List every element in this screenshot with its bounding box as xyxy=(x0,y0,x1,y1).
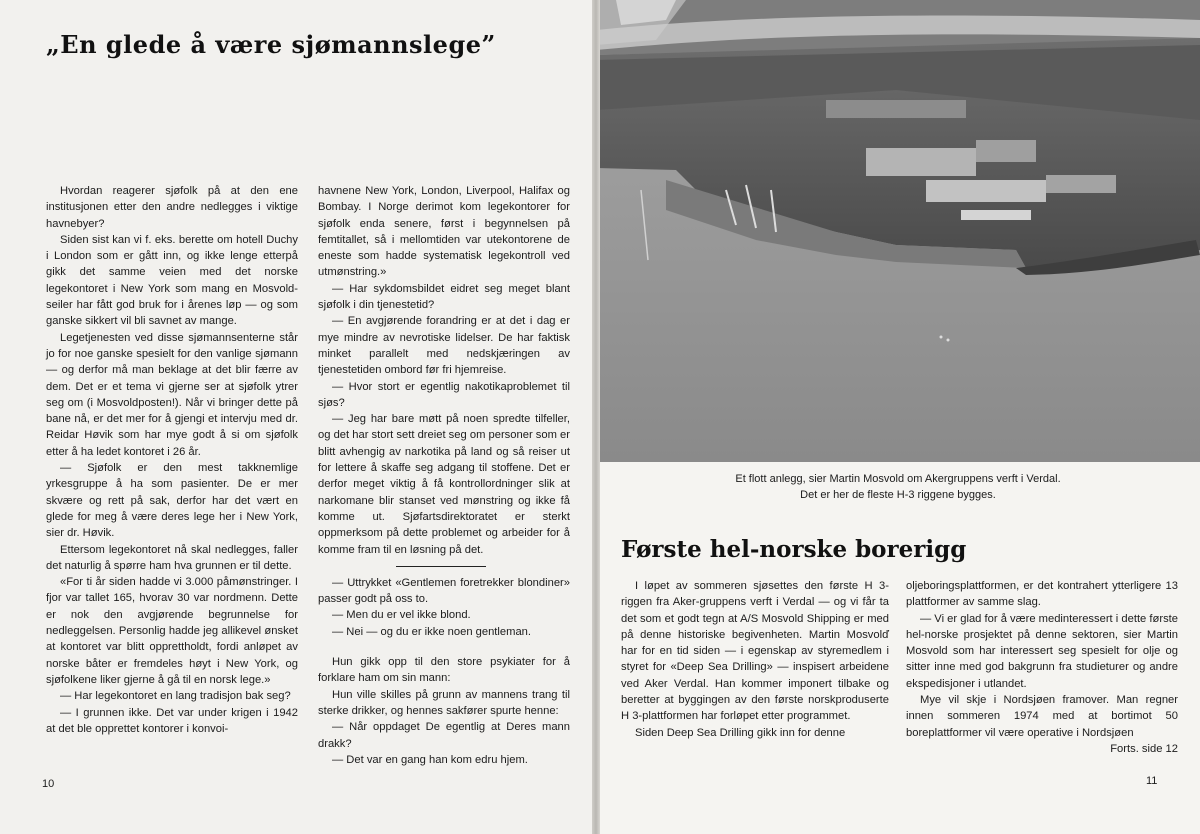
joke-line: — Når oppdaget De egentlig at Deres mann drakk? xyxy=(318,721,570,750)
joke-line: — Det var en gang han kom edru hjem. xyxy=(332,753,528,766)
joke-line: — Nei — og du er ikke noen gentleman. xyxy=(332,625,531,638)
paragraph: «For ti år siden hadde vi 3.000 påmønstringer. I fjor var tallet 165, hvorav 30 var nordmenn. Dette er nok den avgjørende begrunnelse for nedleggelsen. Personlig hadde jeg allikevel ønsket at kontoret var blitt opprettholdt, fordi anløpet av norske båter er fremdeles høyt i New York, og sjøfolkene liker gjerne å gå til en norsk lege.» xyxy=(46,576,298,686)
continued-notice: Forts. side 12 xyxy=(1110,742,1178,755)
right-column-1 xyxy=(621,578,889,741)
aerial-shipyard-photo xyxy=(596,0,1200,462)
paragraph: — Sjøfolk er den mest takknemlige yrkesgruppe å ha som pasienter. De er mer skvære og rett på sak, derfor har det vært en glede for meg å være deres lege her i New York, sier dr. Høvik. xyxy=(46,462,298,540)
paragraph: I løpet av sommeren sjøsettes den første H 3-riggen fra Aker-gruppens verft i Verdal — og vi får ta det som et godt tegn at A/S Mosvold Shipping er med på denne historiske begivenheten. Martin Mosvolď har for en tid siden — i egenskap av styremedlem i styret for «Deep Sea Drilling» — inspisert arbeidene ved Aker Verdal. Han kommer imponert tilbake og beretter at byggingen av den første norskproduserte H 3-plattformen har forløpet etter programmet. xyxy=(621,580,889,723)
caption-line: Et flott anlegg, sier Martin Mosvold om Akergruppens verft i Verdal. xyxy=(735,473,1061,485)
paragraph: Mye vil skje i Nordsjøen framover. Man regner innen sommeren 1974 med at bortimot 50 boreplattformer vil være operative i Nordsjøen xyxy=(906,694,1178,739)
joke-line: Hun ville skilles på grunn av mannens trang til sterke drikker, og hennes sakfører spurte henne: xyxy=(318,688,570,717)
joke-line: — Uttrykket «Gentlemen foretrekker blondiner» passer godt på oss to. xyxy=(318,576,570,606)
paragraph: havnene New York, London, Liverpool, Halifax og Bombay. I Norge derimot kom legekontorer for sjøfolk enda senere, først i begynnelsen på femtitallet, så i mellomtiden var utekontorene de eneste som hadde systematisk legekontroll ved utmønstring.» xyxy=(318,185,570,279)
left-column-1 xyxy=(46,183,298,737)
joke-line: — Men du er vel ikke blond. xyxy=(332,609,471,622)
page-number: 10 xyxy=(42,778,55,790)
paragraph: — Hvor stort er egentlig nakotikaproblemet til sjøs? xyxy=(318,380,570,409)
separator-rule xyxy=(396,566,486,567)
paragraph: Hvordan reagerer sjøfolk på at den ene institusjonen etter den andre nedlegges i viktige havnebyer? xyxy=(46,185,298,230)
paragraph: oljeboringsplattformen, er det kontrahert ytterligere 13 plattformer av samme slag. xyxy=(906,580,1178,609)
caption-line: Det er her de fleste H-3 riggene bygges. xyxy=(800,489,996,501)
left-page xyxy=(0,0,596,834)
page-number: 11 xyxy=(1146,775,1158,787)
article-title: „En glede å være sjømannslege” xyxy=(46,30,496,59)
paragraph: — I grunnen ikke. Det var under krigen i 1942 at det ble opprettet kontorer i konvoi- xyxy=(46,706,298,735)
paragraph: Legetjenesten ved disse sjømannsenterne står jo for noe ganske spesielt for den vanlige sjømann — og derfor må man beklage at det blir færre av dem. Det er et tema vi gjerne ser at sjøfolk ytrer seg om (i Mosvoldposten!). Når vi bringer dette på bane nå, er det mer for å gjengi et intervju med dr. Reidar Høvik som har mye godt å si om sjøfolk etter å ha ledet kontoret i 26 år. xyxy=(46,331,298,458)
paragraph: — Vi er glad for å være medinteressert i dette første hel-norske prosjektet på denne sektoren, sier Martin Mosvold som har interessert seg spesielt for olje og sitter inne med god bakgrunn fra studieturer og andre ekspedisjoner i utlandet. xyxy=(906,612,1178,690)
spine xyxy=(592,0,600,834)
joke-line: Hun gikk opp til den store psykiater for å forklare ham om sin mann: xyxy=(318,656,570,685)
paragraph: Ettersom legekontoret nå skal nedlegges, faller det naturlig å spørre ham hva grunnen er til dette. xyxy=(46,543,298,572)
paragraph: — Jeg har bare møtt på noen spredte tilfeller, og det har stort sett dreiet seg om personer som er blitt avhengig av narkotika på land og så reiser ut for lettere å skaffe seg adgang til stoffene. Det er derfor meget viktig å få kontrollordninger slik at narkomane blir stanset ved mønstring og ikke få komme ut. Sjøfartsdirektoratet er sterkt oppmerksom på dette problemet og arbeider for å komme fram til en løsning på det. xyxy=(318,413,570,556)
article-title: Første hel-norske borerigg xyxy=(621,536,967,563)
photo-caption xyxy=(596,471,1200,503)
right-column-2 xyxy=(906,578,1178,757)
paragraph: — Har sykdomsbildet eidret seg meget blant sjøfolk i din tjenestetid? xyxy=(318,282,570,312)
paragraph: Siden Deep Sea Drilling gikk inn for denne xyxy=(635,726,846,739)
left-column-2 xyxy=(318,183,570,768)
paragraph: Siden sist kan vi f. eks. berette om hotell Duchy i London som er gått inn, og ikke lenge etterpå gikk det samme veien med det norske legekontoret i New York som mang en Mosvold-seiler har fått god bruk for i årenes løp — og som ganske sikkert vil bli savnet av mange. xyxy=(46,233,298,328)
paragraph: — En avgjørende forandring er at det i dag er mye mindre av nevrotiske lidelser. De har faktisk minket parallelt med nedskjæringen av tjenestetiden ombord før fri hjemreise. xyxy=(318,315,570,377)
paragraph: — Har legekontoret en lang tradisjon bak seg? xyxy=(60,690,291,703)
